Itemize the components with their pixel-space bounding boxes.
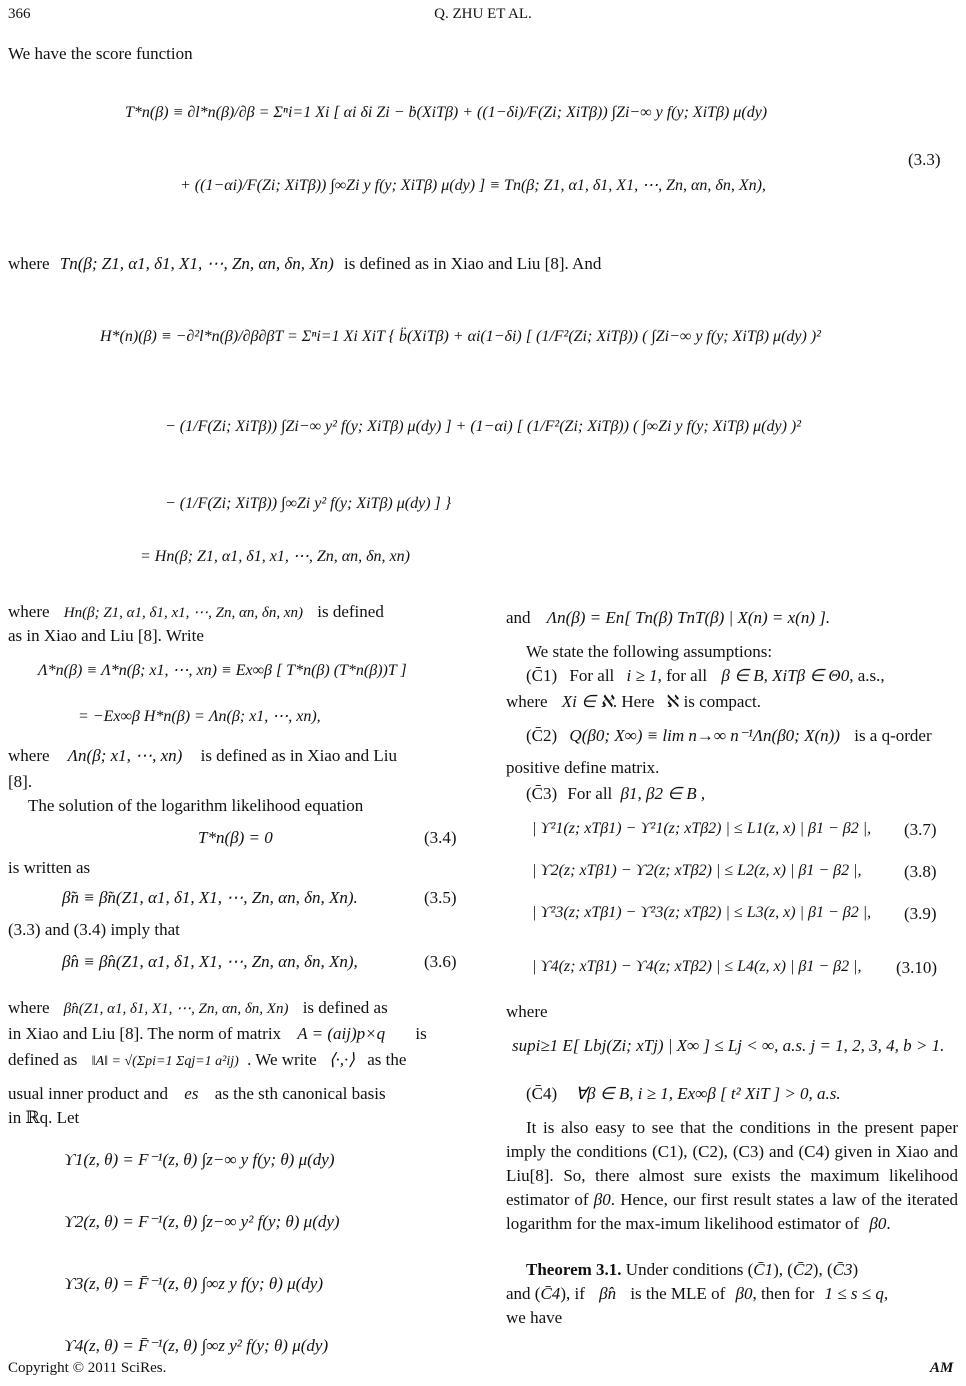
theorem-label: Theorem 3.1. — [526, 1260, 622, 1279]
eq-3-4: T*n(β) = 0 — [198, 828, 273, 847]
c2-text: is a q-order — [854, 726, 932, 745]
where-4-math: β̂n(Z1, α1, δ1, X1, ⋯, Zn, αn, δn, Xn) — [63, 1001, 289, 1017]
imply-text: (3.3) and (3.4) imply that — [8, 920, 180, 939]
sup-condition: supi≥1 E[ Lbj(Zi; xTj) | X∞ ] ≤ Lj < ∞, a.s. j = 1, 2, 3, 4, b > 1. — [512, 1036, 945, 1055]
assumption-c1-where — [506, 690, 761, 714]
eq-3-9: | ϒ²3(z; xTβ1) − ϒ²3(z; xTβ2) | ≤ L3(z, x) | β1 − β2 |, — [532, 904, 872, 921]
theorem-c2: C̄2 — [792, 1260, 813, 1279]
where-1-suffix: is defined as in Xiao and Liu [8]. And — [344, 254, 602, 273]
c1-where-math: Xi ∈ ℵ — [561, 692, 613, 711]
c3-label: (C̄3) — [526, 784, 558, 803]
eq-h-line1: H*(n)(β) ≡ −∂²l*n(β)/∂β∂βT = Σⁿi=1 Xi XiT { b̈(XiTβ) + αi(1−δi) [ (1/F²(Zi; XiTβ)) ( ∫Zi−∞ y f(y; XiTβ) μ(dy) )² — [100, 328, 821, 345]
upsilon-1-def: ϒ1(z, θ) = F⁻¹(z, θ) ∫z−∞ y f(y; θ) μ(dy) — [64, 1150, 335, 1169]
upsilon-2-def: ϒ2(z, θ) = F⁻¹(z, θ) ∫z−∞ y² f(y; θ) μ(dy) — [64, 1212, 340, 1231]
copyright: Copyright © 2011 SciRes. — [8, 1360, 167, 1376]
eq-h-line4: = Hn(β; Z1, α1, δ1, x1, ⋯, Zn, αn, δn, xn) — [140, 548, 410, 565]
eq-3-10-number: (3.10) — [896, 958, 938, 977]
norm-definition — [8, 1048, 460, 1074]
usual-text-b: as the sth canonical basis — [214, 1084, 386, 1103]
theorem-text-g: is the MLE of — [630, 1284, 726, 1303]
lambda-eq-line2: = −Ex∞β H*n(β) = Λn(β; x1, ⋯, xn), — [78, 708, 321, 725]
theorem-beta-hat: β̂n — [599, 1284, 617, 1303]
upsilon-4-def: ϒ4(z, θ) = F̄⁻¹(z, θ) ∫∞z y² f(y; θ) μ(dy) — [64, 1336, 329, 1355]
c2-math: Q(β0; X∞) ≡ lim n→∞ n⁻¹Λn(β0; X(n)) — [569, 726, 840, 745]
c4-math: ∀β ∈ B, i ≥ 1, Ex∞β [ t² XiT ] > 0, a.s. — [575, 1084, 841, 1103]
theorem-3-1 — [506, 1258, 958, 1282]
aleph-symbol: ℵ — [666, 692, 680, 711]
eq-3-10: | ϒ4(z; xTβ1) − ϒ4(z; xTβ2) | ≤ L4(z, x) | β1 − β2 |, — [532, 958, 862, 975]
c3-math: β1, β2 ∈ B , — [620, 784, 706, 803]
c1-i-math: i ≥ 1 — [626, 666, 658, 685]
where-3-math: Λn(β; x1, ⋯, xn) — [67, 746, 183, 765]
assumption-c1 — [526, 664, 958, 688]
theorem-c1: C̄1 — [753, 1260, 774, 1279]
where-paragraph-4 — [8, 996, 460, 1021]
theorem-3-1-line2 — [506, 1282, 958, 1306]
eq-3-3-line2: + ((1−αi)/F(Zi; XiTβ)) ∫∞Zi y f(y; XiTβ) μ(dy) ] ≡ Tn(β; Z1, α1, δ1, X1, ⋯, Zn, αn, δn, Xn), — [180, 177, 766, 194]
eq-3-7-number: (3.7) — [904, 820, 937, 839]
where-4-line2 — [8, 1022, 460, 1046]
where-2-text: is defined — [317, 602, 384, 621]
conditions-paragraph — [506, 1116, 958, 1236]
assumptions-intro: We state the following assumptions: — [526, 642, 773, 661]
theorem-c4: C̄4 — [540, 1284, 561, 1303]
theorem-text-a: Under conditions ( — [625, 1260, 754, 1279]
norm-text: defined as — [8, 1050, 78, 1069]
and-lambda-line — [506, 606, 830, 630]
written-text: is written as — [8, 858, 91, 877]
where-word: where — [8, 602, 50, 621]
eq-3-6-number: (3.6) — [424, 952, 457, 971]
theorem-beta0: β0 — [735, 1284, 753, 1303]
c1-label: (C̄1) — [526, 666, 558, 685]
beta0-math-2: β0 — [869, 1214, 887, 1233]
where-2-text-cont: as in Xiao and Liu [8]. Write — [8, 626, 204, 645]
where-word: where — [8, 998, 50, 1017]
eq-h-line3: − (1/F(Zi; XiTβ)) ∫∞Zi y² f(y; XiTβ) μ(dy) ] } — [165, 495, 452, 512]
eq-h-line2: − (1/F(Zi; XiTβ)) ∫Zi−∞ y² f(y; XiTβ) μ(dy) ] + (1−αi) [ (1/F²(Zi; XiTβ)) ( ∫∞Zi y f(y; XiTβ) μ(dy) )² — [165, 418, 802, 435]
lambda-eq-line1: Λ*n(β) ≡ Λ*n(β; x1, ⋯, xn) ≡ Ex∞β [ T*n(β) (T*n(β))T ] — [38, 662, 407, 679]
c1-compact-text: is compact. — [683, 692, 761, 711]
where-4-text: is defined as — [302, 998, 388, 1017]
norm-text-b: . We write — [247, 1050, 317, 1069]
usual-inner-text — [8, 1082, 386, 1106]
theorem-text-c: ), ( — [812, 1260, 833, 1279]
usual-text: usual inner product and — [8, 1084, 169, 1103]
theorem-text-h: , then for — [752, 1284, 815, 1303]
para-text-b: . Hence, our first result states a law of the iterated logarithm for the max-imum likelihood estimator of — [506, 1190, 959, 1233]
where-2-math: Hn(β; Z1, α1, δ1, x1, ⋯, Zn, αn, δn, xn) — [63, 605, 304, 621]
where-paragraph-3 — [8, 744, 460, 768]
where-4-norm-text: in Xiao and Liu [8]. The norm of matrix — [8, 1024, 282, 1043]
para-text-c: . — [886, 1214, 891, 1233]
inner-product-math: ⟨·,·⟩ — [328, 1050, 355, 1069]
eq-3-5: β̃n ≡ β̃n(Z1, α1, δ1, X1, ⋯, Zn, αn, δn, Xn). — [62, 888, 358, 907]
eq-3-3-number: (3.3) — [908, 150, 941, 169]
where-4-is: is — [415, 1024, 427, 1043]
c2-label: (C̄2) — [526, 726, 558, 745]
where-word: where — [8, 254, 50, 273]
c1-text-b: , for all — [657, 666, 708, 685]
eq-3-9-number: (3.9) — [904, 904, 937, 923]
c1-where-word: where — [506, 692, 548, 711]
matrix-a-math: A = (aij)p×q — [297, 1024, 386, 1043]
page-number: 366 — [8, 6, 31, 22]
usual-text-c: in ℝq. Let — [8, 1108, 80, 1127]
where-3-text: is defined as in Xiao and Liu — [200, 746, 397, 765]
where-paragraph-1 — [8, 252, 958, 276]
c1-text-c: , a.s., — [849, 666, 885, 685]
eq-3-3-line1: T*n(β) ≡ ∂l*n(β)/∂β = Σⁿi=1 Xi [ αi δi Zi − ḃ(XiTβ) + ((1−δi)/F(Zi; XiTβ)) ∫Zi−∞ y f(y; XiTβ) μ(dy) — [125, 104, 768, 121]
norm-math: ‖A‖ = √(Σpi=1 Σqj=1 a²ij) — [91, 1054, 239, 1069]
assumption-c3 — [526, 782, 705, 806]
where-word: where — [8, 746, 50, 765]
eq-3-8: | ϒ2(z; xTβ1) − ϒ2(z; xTβ2) | ≤ L2(z, x) | β1 − β2 |, — [532, 862, 862, 879]
c3-text: For all — [567, 784, 613, 803]
intro-text: We have the score function — [8, 44, 193, 63]
theorem-we-have: we have — [506, 1308, 563, 1327]
eq-3-8-number: (3.8) — [904, 862, 937, 881]
c1-math: β ∈ B, XiTβ ∈ Θ0 — [721, 666, 850, 685]
theorem-text-d: ) — [852, 1260, 859, 1279]
journal-abbrev: AM — [930, 1360, 954, 1376]
and-word: and — [506, 608, 531, 627]
theorem-range: 1 ≤ s ≤ q — [824, 1284, 884, 1303]
theorem-c3: C̄3 — [832, 1260, 853, 1279]
theorem-text-e: and ( — [506, 1284, 541, 1303]
para-text-a: It is also easy to see that the conditions in the present paper imply the conditions (C1), (C2), (C3) and (C4) given in Xiao and Liu[8]. So, there almost sure exists the maximum likelihood estimator of — [506, 1118, 958, 1209]
c2-text-cont: positive define matrix. — [506, 758, 660, 777]
theorem-text-f: ), if — [560, 1284, 585, 1303]
where-1-math: Tn(β; Z1, α1, δ1, X1, ⋯, Zn, αn, δn, Xn) — [59, 254, 334, 273]
c1-text: For all — [569, 666, 615, 685]
upsilon-3-def: ϒ3(z, θ) = F̄⁻¹(z, θ) ∫∞z y f(y; θ) μ(dy) — [64, 1274, 324, 1293]
running-title: Q. ZHU ET AL. — [434, 6, 532, 22]
c1-where-text: . Here — [612, 692, 655, 711]
assumption-c4 — [526, 1082, 841, 1106]
es-math: es — [184, 1084, 199, 1103]
where-paragraph-2 — [8, 600, 460, 625]
lambda-n-math: Λn(β) = En[ Tn(β) TnT(β) | X(n) = x(n) ]. — [546, 608, 831, 627]
eq-3-7: | ϒ²1(z; xTβ1) − ϒ²1(z; xTβ2) | ≤ L1(z, x) | β1 − β2 |, — [532, 820, 872, 837]
solution-text: The solution of the logarithm likelihood equation — [28, 796, 364, 815]
where-3-ref: [8]. — [8, 772, 33, 791]
c4-label: (C̄4) — [526, 1084, 558, 1103]
norm-text-c: as the — [367, 1050, 407, 1069]
eq-3-6: β̂n ≡ β̂n(Z1, α1, δ1, X1, ⋯, Zn, αn, δn, Xn), — [62, 952, 358, 971]
eq-3-5-number: (3.5) — [424, 888, 457, 907]
theorem-text-b: ), ( — [773, 1260, 793, 1279]
beta0-math: β0 — [593, 1190, 611, 1209]
theorem-text-i: , — [883, 1284, 889, 1303]
eq-3-4-number: (3.4) — [424, 828, 457, 847]
where-word-right: where — [506, 1002, 548, 1021]
assumption-c2 — [526, 724, 958, 748]
